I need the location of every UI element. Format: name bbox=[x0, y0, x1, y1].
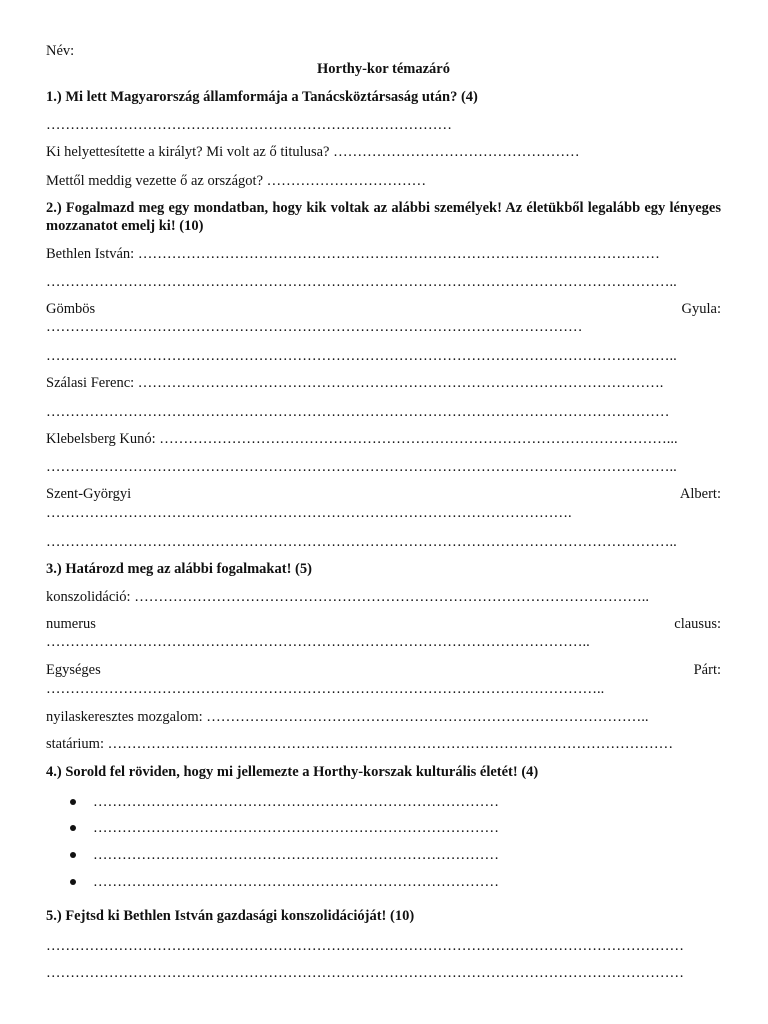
q2-szent-gyorgyi-line-1[interactable]: ………………………………………………………………………………………………. bbox=[46, 505, 572, 521]
bullet-icon bbox=[70, 825, 76, 831]
q4-bullet-item[interactable] bbox=[70, 846, 499, 864]
q3-egyseges-label-right: Párt: bbox=[693, 662, 721, 678]
q2-gombos-label-left: Gömbös bbox=[46, 301, 96, 317]
q1-question: 1.) Mi lett Magyarország államformája a Tanácsköztársaság után? (4) bbox=[46, 89, 478, 105]
q3-question: 3.) Határozd meg az alábbi fogalmakat! (5) bbox=[46, 561, 312, 577]
q2-szent-gyorgyi-line-2[interactable]: ………………………………………………………………………………………………………………….. bbox=[46, 534, 677, 550]
q2-gombos-label-right: Gyula: bbox=[681, 301, 721, 317]
q2-question: 2.) Fogalmazd meg egy mondatban, hogy kik voltak az alábbi személyek! Az életükből legalább egy lényeges mozzanatot emelj ki! (10) bbox=[46, 200, 721, 234]
name-label: Név: bbox=[46, 43, 75, 59]
q3-egyseges-line[interactable]: …………………………………………………………………………………………………….. bbox=[46, 681, 605, 697]
q4-bullet-item[interactable] bbox=[70, 873, 499, 891]
q1-answer-line[interactable]: ………………………………………………………………………… bbox=[46, 117, 452, 133]
q4-bullet-line[interactable]: ………………………………………………………………………… bbox=[93, 820, 499, 836]
q5-answer-line-1[interactable]: …………………………………………………………………………………………………………………… bbox=[46, 938, 684, 954]
page-title: Horthy-kor témazáró bbox=[316, 61, 450, 77]
q2-bethlen-line-2[interactable]: ………………………………………………………………………………………………………………….. bbox=[46, 274, 677, 290]
bullet-icon bbox=[70, 799, 76, 805]
bullet-icon bbox=[70, 852, 76, 858]
q3-numerus-label bbox=[46, 615, 721, 633]
q3-egyseges-label-left: Egységes bbox=[46, 662, 101, 678]
q2-klebelsberg-line-2[interactable]: ………………………………………………………………………………………………………………….. bbox=[46, 459, 677, 475]
q1-sub-question-king: Ki helyettesítette a királyt? Mi volt az ő titulusa? …………………………………………… bbox=[46, 144, 580, 160]
q4-bullet-item[interactable] bbox=[70, 819, 499, 837]
q2-szent-gyorgyi-label-right: Albert: bbox=[679, 486, 721, 502]
q4-bullet-line[interactable]: ………………………………………………………………………… bbox=[93, 874, 499, 890]
q5-answer-line-2[interactable]: …………………………………………………………………………………………………………………… bbox=[46, 965, 684, 981]
q5-question: 5.) Fejtsd ki Bethlen István gazdasági konszolidációját! (10) bbox=[46, 908, 415, 924]
q2-klebelsberg-line[interactable]: Klebelsberg Kunó: ……………………………………………………………………………………………... bbox=[46, 431, 678, 447]
q3-nyilas-line[interactable]: nyilaskeresztes mozgalom: ……………………………………………………………………………….. bbox=[46, 709, 649, 725]
q1-sub-question-period: Mettől meddig vezette ő az országot? …………………………… bbox=[46, 173, 427, 189]
q3-numerus-label-right: clausus: bbox=[674, 616, 721, 632]
q4-bullet-line[interactable]: ………………………………………………………………………… bbox=[93, 847, 499, 863]
q3-numerus-label-left: numerus bbox=[46, 616, 96, 632]
q2-gombos-label bbox=[46, 300, 721, 318]
q3-egyseges-label bbox=[46, 661, 721, 679]
q4-question: 4.) Sorold fel röviden, hogy mi jellemezte a Horthy-korszak kulturális életét! (4) bbox=[46, 764, 539, 780]
q2-szent-gyorgyi-label bbox=[46, 485, 721, 503]
bullet-icon bbox=[70, 879, 76, 885]
q2-bethlen-line[interactable]: Bethlen István: ……………………………………………………………………………………………… bbox=[46, 246, 660, 262]
q2-gombos-line-2[interactable]: ………………………………………………………………………………………………………………….. bbox=[46, 348, 677, 364]
q2-gombos-line-1[interactable]: ………………………………………………………………………………………………… bbox=[46, 319, 583, 335]
q2-szalasi-line-2[interactable]: ………………………………………………………………………………………………………………… bbox=[46, 404, 670, 420]
q4-bullet-item[interactable] bbox=[70, 793, 499, 811]
q2-szent-gyorgyi-label-left: Szent-Györgyi bbox=[46, 486, 132, 502]
q3-numerus-line[interactable]: ………………………………………………………………………………………………….. bbox=[46, 634, 590, 650]
q3-konszolidacio-line[interactable]: konszolidáció: …………………………………………………………………………………………….. bbox=[46, 589, 649, 605]
q3-statarium-line[interactable]: statárium: ……………………………………………………………………………………………………… bbox=[46, 736, 674, 752]
q2-szalasi-line[interactable]: Szálasi Ferenc: ………………………………………………………………………………………………. bbox=[46, 375, 664, 391]
q4-bullet-line[interactable]: ………………………………………………………………………… bbox=[93, 794, 499, 810]
